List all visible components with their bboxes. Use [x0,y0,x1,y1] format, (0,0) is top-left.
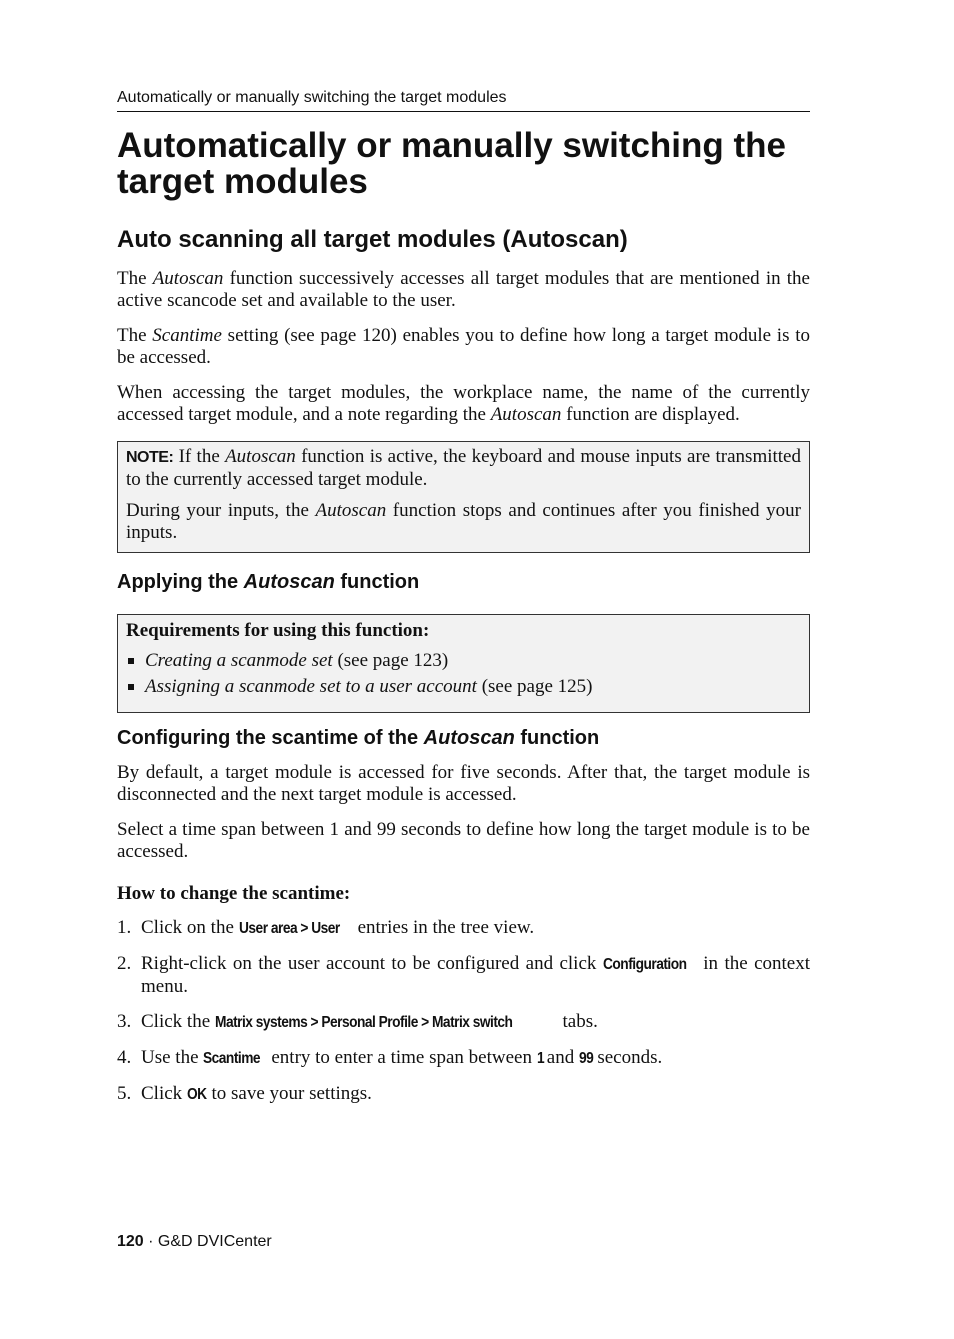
configuring-paragraph-1: By default, a target module is accessed for five seconds. After that, the target module is disconnected and the next target module is accessed. [117,762,810,805]
running-head: Automatically or manually switching the target modules [117,89,810,112]
list-item: 2. Right-click on the user account to be configured and click Configuration in the context menu. [117,953,810,997]
bullet-icon [128,658,134,664]
section-heading: Auto scanning all target modules (Autoscan) [117,226,628,253]
note-label: NOTE: [126,449,174,466]
howto-heading: How to change the scantime: [117,883,351,904]
configuring-heading: Configuring the scantime of the Autoscan function [117,727,600,749]
list-item: 3. Click the Matrix systems > Personal Profile > Matrix switch tabs. [117,1011,598,1032]
intro-paragraph-1: The Autoscan function successively accesses all target modules that are mentioned in the active scancode set and available to the user. [117,268,810,311]
requirements-box [117,614,810,713]
requirements-list [126,650,801,698]
list-item: 1. Click on the User area > User entries in the tree view. [117,917,535,938]
ui-term: 99 [578,1050,594,1067]
ui-term: Configuration [602,956,687,973]
list-item: Creating a scanmode set (see page 123) [126,650,801,672]
intro-paragraph-2: The Scantime setting (see page 120) enables you to define how long a target module is to be accessed. [117,325,810,368]
steps-list [117,917,810,1119]
note-box [117,441,810,553]
ui-term: User area > User [238,920,340,937]
ui-term: Scantime [203,1050,261,1067]
list-item: Assigning a scanmode set to a user account (see page 125) [126,676,801,698]
bullet-icon [128,684,134,690]
product-name: G&D DVICenter [157,1233,272,1250]
list-item: 5. Click OK to save your settings. [117,1083,372,1104]
ui-term: OK [186,1086,207,1103]
page-title: Automatically or manually switching the target modules [117,126,787,201]
page-number: 120 [117,1233,144,1250]
intro-paragraph-3: When accessing the target modules, the workplace name, the name of the currently accessed target module, and a note regarding the Autoscan function are displayed. [117,382,810,425]
page-footer: 120 · G&D DVICenter [117,1233,272,1250]
requirements-title: Requirements for using this function: [126,620,430,641]
note-paragraph-2: During your inputs, the Autoscan function stops and continues after you finished your inputs. [126,500,801,543]
applying-heading: Applying the Autoscan function [117,571,420,593]
ui-term: Matrix systems > Personal Profile > Matrix switch [214,1014,513,1031]
list-item: 4. Use the Scantime entry to enter a time span between 1 and 99 seconds. [117,1047,663,1068]
note-paragraph-1: NOTE: If the Autoscan function is active, the keyboard and mouse inputs are transmitted to the currently accessed target module. [126,446,801,490]
ui-term: 1 [536,1050,544,1067]
configuring-paragraph-2: Select a time span between 1 and 99 seconds to define how long the target module is to be accessed. [117,819,810,862]
